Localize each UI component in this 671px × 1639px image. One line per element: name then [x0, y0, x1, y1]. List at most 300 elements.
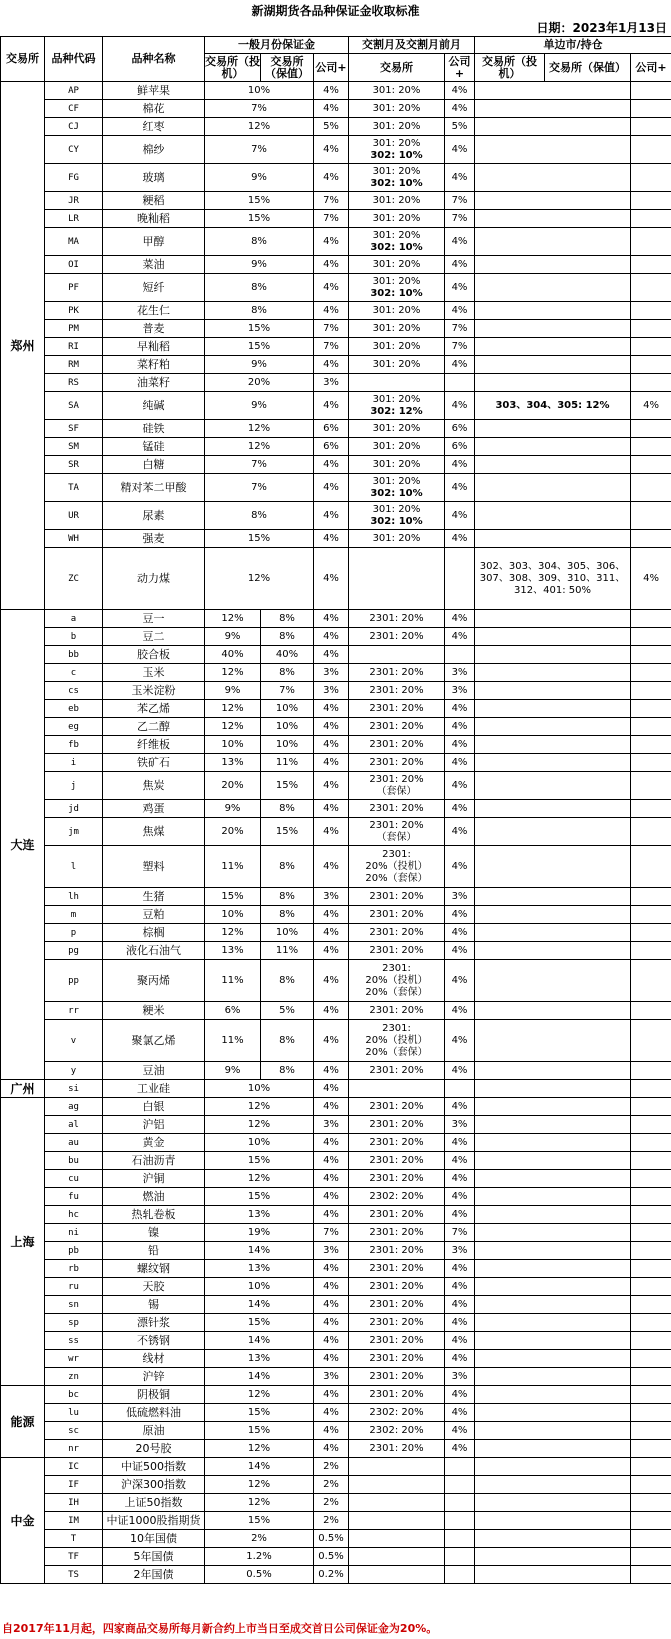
- limit-margin: [475, 800, 631, 818]
- general-company-add: 0.2%: [314, 1566, 349, 1584]
- general-margin-spec: 15%: [205, 888, 261, 906]
- settlement-margin: [349, 392, 445, 420]
- product-code: bb: [45, 646, 103, 664]
- settlement-margin: [349, 1080, 445, 1098]
- header-code: 品种代码: [45, 37, 103, 82]
- settlement-line: 302: 10%: [370, 515, 423, 527]
- general-margin: 0.5%: [205, 1566, 314, 1584]
- settlement-company-add: [445, 1548, 475, 1566]
- product-code: ru: [45, 1278, 103, 1296]
- limit-company-add: [631, 1494, 671, 1512]
- settlement-margin: [349, 474, 445, 502]
- limit-company-add: [631, 1350, 671, 1368]
- general-company-add: 3%: [314, 888, 349, 906]
- product-name: 螺纹钢: [103, 1260, 205, 1278]
- general-margin: 15%: [205, 210, 314, 228]
- settlement-company-add: 4%: [445, 256, 475, 274]
- settlement-margin: [349, 1368, 445, 1386]
- settlement-margin: [349, 100, 445, 118]
- settlement-company-add: 7%: [445, 338, 475, 356]
- general-margin: 12%: [205, 1494, 314, 1512]
- product-code: AP: [45, 82, 103, 100]
- general-margin-hedge: 8%: [261, 1062, 314, 1080]
- limit-margin: [475, 1530, 631, 1548]
- product-name: 天胶: [103, 1278, 205, 1296]
- limit-margin: [475, 530, 631, 548]
- settlement-margin: [349, 420, 445, 438]
- general-margin: 15%: [205, 1314, 314, 1332]
- general-company-add: 4%: [314, 1098, 349, 1116]
- general-company-add: 3%: [314, 374, 349, 392]
- limit-company-add: [631, 1548, 671, 1566]
- general-company-add: 4%: [314, 800, 349, 818]
- product-code: IH: [45, 1494, 103, 1512]
- product-code: fu: [45, 1188, 103, 1206]
- settlement-line: 20%（套保）: [365, 1046, 428, 1058]
- limit-company-add: [631, 1242, 671, 1260]
- limit-margin: 302、303、304、305、306、307、308、309、310、311、312、401: 50%: [475, 548, 631, 610]
- settlement-company-add: [445, 1566, 475, 1584]
- limit-margin: [475, 356, 631, 374]
- general-company-add: 4%: [314, 302, 349, 320]
- limit-margin: [475, 1116, 631, 1134]
- product-code: IC: [45, 1458, 103, 1476]
- settlement-company-add: 3%: [445, 664, 475, 682]
- header-settle-exchange: 交易所: [349, 54, 445, 82]
- limit-company-add: [631, 772, 671, 800]
- limit-company-add: [631, 1152, 671, 1170]
- limit-margin: [475, 1368, 631, 1386]
- product-code: RM: [45, 356, 103, 374]
- product-code: JR: [45, 192, 103, 210]
- general-margin: 14%: [205, 1242, 314, 1260]
- general-margin: 10%: [205, 82, 314, 100]
- settlement-line: 2301: 20%: [369, 756, 424, 768]
- settlement-margin: [349, 1002, 445, 1020]
- settlement-margin: [349, 1512, 445, 1530]
- general-company-add: 4%: [314, 1062, 349, 1080]
- general-company-add: 4%: [314, 1152, 349, 1170]
- general-company-add: 4%: [314, 1278, 349, 1296]
- limit-margin: [475, 1260, 631, 1278]
- limit-company-add: [631, 1404, 671, 1422]
- settlement-line: 20%（投机）: [365, 974, 428, 986]
- settlement-line: 302: 10%: [370, 487, 423, 499]
- exchange-cell: 上海: [1, 1098, 45, 1386]
- settlement-line: 2302: 20%: [369, 1406, 424, 1418]
- general-company-add: 4%: [314, 530, 349, 548]
- settlement-line: 2301: 20%: [369, 1064, 424, 1076]
- settlement-line: 301: 20%: [372, 304, 421, 316]
- general-margin-hedge: 8%: [261, 800, 314, 818]
- product-code: zn: [45, 1368, 103, 1386]
- limit-company-add: [631, 1332, 671, 1350]
- limit-margin: [475, 1458, 631, 1476]
- table-row: [1, 924, 671, 942]
- settlement-company-add: 4%: [445, 164, 475, 192]
- table-body: [1, 82, 671, 1584]
- settlement-margin: [349, 942, 445, 960]
- limit-margin: [475, 1548, 631, 1566]
- limit-company-add: [631, 906, 671, 924]
- limit-company-add: [631, 420, 671, 438]
- general-margin: 14%: [205, 1368, 314, 1386]
- settlement-company-add: 4%: [445, 136, 475, 164]
- general-margin: 13%: [205, 1260, 314, 1278]
- table-row: [1, 256, 671, 274]
- general-company-add: 4%: [314, 392, 349, 420]
- product-code: ag: [45, 1098, 103, 1116]
- settlement-line: 2301: 20%: [369, 944, 424, 956]
- table-header: [1, 37, 671, 82]
- settlement-line: 2301: 20%: [369, 702, 424, 714]
- general-company-add: 6%: [314, 420, 349, 438]
- general-margin-hedge: 10%: [261, 700, 314, 718]
- general-margin: 15%: [205, 192, 314, 210]
- general-company-add: 4%: [314, 1422, 349, 1440]
- general-margin: 14%: [205, 1296, 314, 1314]
- limit-company-add: [631, 1422, 671, 1440]
- settlement-company-add: 4%: [445, 502, 475, 530]
- table-row: [1, 1188, 671, 1206]
- general-margin: 10%: [205, 1134, 314, 1152]
- limit-company-add: [631, 942, 671, 960]
- general-margin-hedge: 8%: [261, 888, 314, 906]
- settlement-company-add: 7%: [445, 192, 475, 210]
- product-code: a: [45, 610, 103, 628]
- limit-margin: [475, 736, 631, 754]
- product-code: lh: [45, 888, 103, 906]
- limit-company-add: [631, 1062, 671, 1080]
- product-name: 2年国债: [103, 1566, 205, 1584]
- table-row: [1, 1020, 671, 1062]
- settlement-line: 301: 20%: [372, 258, 421, 270]
- settlement-company-add: 4%: [445, 228, 475, 256]
- general-company-add: 4%: [314, 754, 349, 772]
- product-name: 豆油: [103, 1062, 205, 1080]
- product-name: 白银: [103, 1098, 205, 1116]
- product-code: bc: [45, 1386, 103, 1404]
- product-name: 乙二醇: [103, 718, 205, 736]
- table-row: [1, 210, 671, 228]
- product-name: 聚丙烯: [103, 960, 205, 1002]
- product-name: 粳稻: [103, 192, 205, 210]
- settlement-company-add: [445, 1530, 475, 1548]
- general-margin: 7%: [205, 456, 314, 474]
- general-margin: 15%: [205, 320, 314, 338]
- limit-company-add: [631, 646, 671, 664]
- settlement-margin: [349, 906, 445, 924]
- product-name: 棉花: [103, 100, 205, 118]
- limit-company-add: [631, 1530, 671, 1548]
- settlement-margin: [349, 210, 445, 228]
- settlement-margin: [349, 274, 445, 302]
- product-code: rr: [45, 1002, 103, 1020]
- limit-company-add: [631, 1278, 671, 1296]
- general-company-add: 4%: [314, 610, 349, 628]
- product-name: 锰硅: [103, 438, 205, 456]
- general-margin-hedge: 8%: [261, 664, 314, 682]
- product-code: UR: [45, 502, 103, 530]
- limit-company-add: [631, 1458, 671, 1476]
- settlement-company-add: 4%: [445, 100, 475, 118]
- limit-company-add: [631, 474, 671, 502]
- product-name: 玉米淀粉: [103, 682, 205, 700]
- product-code: CJ: [45, 118, 103, 136]
- table-row: [1, 1512, 671, 1530]
- limit-margin: [475, 682, 631, 700]
- product-code: TA: [45, 474, 103, 502]
- product-name: 焦煤: [103, 818, 205, 846]
- settlement-line: 2301: 20%: [369, 926, 424, 938]
- settlement-company-add: 4%: [445, 456, 475, 474]
- general-company-add: 4%: [314, 164, 349, 192]
- product-code: al: [45, 1116, 103, 1134]
- table-row: [1, 1116, 671, 1134]
- limit-company-add: [631, 1368, 671, 1386]
- limit-margin: [475, 906, 631, 924]
- settlement-margin: [349, 192, 445, 210]
- general-margin: 12%: [205, 1440, 314, 1458]
- settlement-line: 301: 20%: [372, 340, 421, 352]
- product-code: IF: [45, 1476, 103, 1494]
- table-row: [1, 1530, 671, 1548]
- general-company-add: 4%: [314, 1332, 349, 1350]
- settlement-company-add: 4%: [445, 1386, 475, 1404]
- table-row: [1, 530, 671, 548]
- limit-company-add: [631, 356, 671, 374]
- table-row: [1, 610, 671, 628]
- limit-margin: [475, 118, 631, 136]
- table-row: [1, 628, 671, 646]
- limit-company-add: [631, 846, 671, 888]
- settlement-company-add: 4%: [445, 1188, 475, 1206]
- settlement-company-add: 4%: [445, 474, 475, 502]
- settlement-margin: [349, 888, 445, 906]
- general-company-add: 3%: [314, 682, 349, 700]
- general-company-add: 4%: [314, 906, 349, 924]
- settlement-margin: [349, 1152, 445, 1170]
- general-margin-hedge: 8%: [261, 1020, 314, 1062]
- product-name: 纯碱: [103, 392, 205, 420]
- general-margin-hedge: 15%: [261, 772, 314, 800]
- settlement-company-add: 3%: [445, 1242, 475, 1260]
- table-row: [1, 164, 671, 192]
- table-row: [1, 1476, 671, 1494]
- product-name: 晚籼稻: [103, 210, 205, 228]
- limit-margin: [475, 456, 631, 474]
- product-code: nr: [45, 1440, 103, 1458]
- table-row: [1, 438, 671, 456]
- settlement-line: 2301: 20%: [369, 1172, 424, 1184]
- limit-company-add: [631, 800, 671, 818]
- table-row: [1, 1098, 671, 1116]
- settlement-line: 2301: 20%: [369, 819, 424, 831]
- general-company-add: 3%: [314, 664, 349, 682]
- general-margin: 15%: [205, 1512, 314, 1530]
- settlement-company-add: [445, 1494, 475, 1512]
- limit-margin: [475, 228, 631, 256]
- general-margin: 7%: [205, 136, 314, 164]
- general-margin: 12%: [205, 118, 314, 136]
- product-name: 中证500指数: [103, 1458, 205, 1476]
- product-code: sc: [45, 1422, 103, 1440]
- settlement-line: 2301: 20%: [369, 1334, 424, 1346]
- settlement-line: 301: 20%: [372, 102, 421, 114]
- product-name: 玻璃: [103, 164, 205, 192]
- limit-company-add: [631, 82, 671, 100]
- limit-margin: [475, 1224, 631, 1242]
- table-row: [1, 1314, 671, 1332]
- table-row: [1, 1170, 671, 1188]
- product-code: sp: [45, 1314, 103, 1332]
- product-code: PF: [45, 274, 103, 302]
- settlement-company-add: 4%: [445, 1332, 475, 1350]
- settlement-company-add: 4%: [445, 800, 475, 818]
- settlement-margin: [349, 456, 445, 474]
- limit-margin: [475, 1332, 631, 1350]
- limit-company-add: [631, 1170, 671, 1188]
- table-row: [1, 1152, 671, 1170]
- general-company-add: 4%: [314, 960, 349, 1002]
- settlement-company-add: [445, 1458, 475, 1476]
- general-margin-spec: 12%: [205, 718, 261, 736]
- product-name: 5年国债: [103, 1548, 205, 1566]
- limit-margin: [475, 818, 631, 846]
- general-margin-spec: 11%: [205, 960, 261, 1002]
- settlement-margin: [349, 818, 445, 846]
- product-name: 生猪: [103, 888, 205, 906]
- product-name: 铁矿石: [103, 754, 205, 772]
- product-code: l: [45, 846, 103, 888]
- product-code: eg: [45, 718, 103, 736]
- limit-company-add: [631, 1020, 671, 1062]
- limit-margin: [475, 1098, 631, 1116]
- general-company-add: 7%: [314, 210, 349, 228]
- settlement-margin: [349, 1224, 445, 1242]
- limit-company-add: [631, 256, 671, 274]
- table-row: [1, 846, 671, 888]
- limit-margin: [475, 846, 631, 888]
- product-name: 豆粕: [103, 906, 205, 924]
- product-code: j: [45, 772, 103, 800]
- general-margin-spec: 40%: [205, 646, 261, 664]
- settlement-margin: [349, 682, 445, 700]
- product-name: 热轧卷板: [103, 1206, 205, 1224]
- settlement-margin: [349, 772, 445, 800]
- settlement-company-add: 4%: [445, 1002, 475, 1020]
- general-margin-hedge: 10%: [261, 924, 314, 942]
- settlement-line: 2301: 20%: [369, 1280, 424, 1292]
- header-limit: 单边市/持仓: [475, 37, 671, 54]
- settlement-line: 2301:: [382, 962, 411, 974]
- settlement-company-add: 7%: [445, 320, 475, 338]
- limit-margin: [475, 338, 631, 356]
- product-code: lu: [45, 1404, 103, 1422]
- product-name: 短纤: [103, 274, 205, 302]
- settlement-line: 2301: 20%: [369, 612, 424, 624]
- header-general-hedge: 交易所（保值）: [261, 54, 314, 82]
- settlement-line: 302: 10%: [370, 149, 423, 161]
- settlement-line: （套保）: [376, 831, 417, 843]
- table-row: [1, 1404, 671, 1422]
- general-margin: 12%: [205, 438, 314, 456]
- general-margin-spec: 9%: [205, 628, 261, 646]
- general-company-add: 4%: [314, 646, 349, 664]
- settlement-line: 2301: 20%: [369, 1316, 424, 1328]
- settlement-margin: [349, 338, 445, 356]
- settlement-margin: [349, 646, 445, 664]
- general-company-add: 4%: [314, 1002, 349, 1020]
- settlement-margin: [349, 628, 445, 646]
- settlement-company-add: 3%: [445, 1368, 475, 1386]
- product-code: sn: [45, 1296, 103, 1314]
- settlement-company-add: 4%: [445, 846, 475, 888]
- table-row: [1, 1224, 671, 1242]
- product-name: 花生仁: [103, 302, 205, 320]
- settlement-line: 302: 12%: [370, 405, 423, 417]
- settlement-line: 2301: 20%: [369, 666, 424, 678]
- settlement-margin: [349, 1134, 445, 1152]
- table-row: [1, 718, 671, 736]
- limit-margin: [475, 646, 631, 664]
- product-name: 菜油: [103, 256, 205, 274]
- general-margin: 13%: [205, 1206, 314, 1224]
- general-company-add: 4%: [314, 628, 349, 646]
- settlement-margin: [349, 1440, 445, 1458]
- limit-company-add: [631, 610, 671, 628]
- product-code: bu: [45, 1152, 103, 1170]
- settlement-margin: [349, 1314, 445, 1332]
- settlement-company-add: [445, 1080, 475, 1098]
- header-name: 品种名称: [103, 37, 205, 82]
- product-name: 玉米: [103, 664, 205, 682]
- general-margin: 12%: [205, 1098, 314, 1116]
- product-name: 石油沥青: [103, 1152, 205, 1170]
- settlement-company-add: 4%: [445, 1098, 475, 1116]
- general-margin: 15%: [205, 1404, 314, 1422]
- limit-company-add: [631, 1116, 671, 1134]
- product-code: PK: [45, 302, 103, 320]
- report-date: 日期：2023年1月13日: [536, 21, 667, 35]
- general-company-add: 4%: [314, 772, 349, 800]
- settlement-line: 301: 20%: [372, 120, 421, 132]
- product-code: hc: [45, 1206, 103, 1224]
- general-company-add: 4%: [314, 1404, 349, 1422]
- limit-company-add: [631, 664, 671, 682]
- product-name: 阴极铜: [103, 1386, 205, 1404]
- general-company-add: 4%: [314, 1314, 349, 1332]
- settlement-margin: [349, 1494, 445, 1512]
- limit-margin: [475, 1404, 631, 1422]
- general-margin-hedge: 10%: [261, 718, 314, 736]
- settlement-line: 2301: 20%: [369, 1298, 424, 1310]
- general-margin-hedge: 8%: [261, 610, 314, 628]
- general-margin-hedge: 10%: [261, 736, 314, 754]
- margin-table: [0, 36, 671, 1584]
- limit-margin: [475, 1062, 631, 1080]
- settlement-margin: [349, 320, 445, 338]
- general-margin-spec: 12%: [205, 664, 261, 682]
- settlement-line: 2301: 20%: [369, 1226, 424, 1238]
- limit-company-add: [631, 274, 671, 302]
- general-margin-spec: 20%: [205, 772, 261, 800]
- settlement-company-add: 4%: [445, 754, 475, 772]
- general-margin: 9%: [205, 164, 314, 192]
- settlement-margin: [349, 82, 445, 100]
- general-company-add: 4%: [314, 1440, 349, 1458]
- settlement-line: 301: 20%: [372, 229, 421, 241]
